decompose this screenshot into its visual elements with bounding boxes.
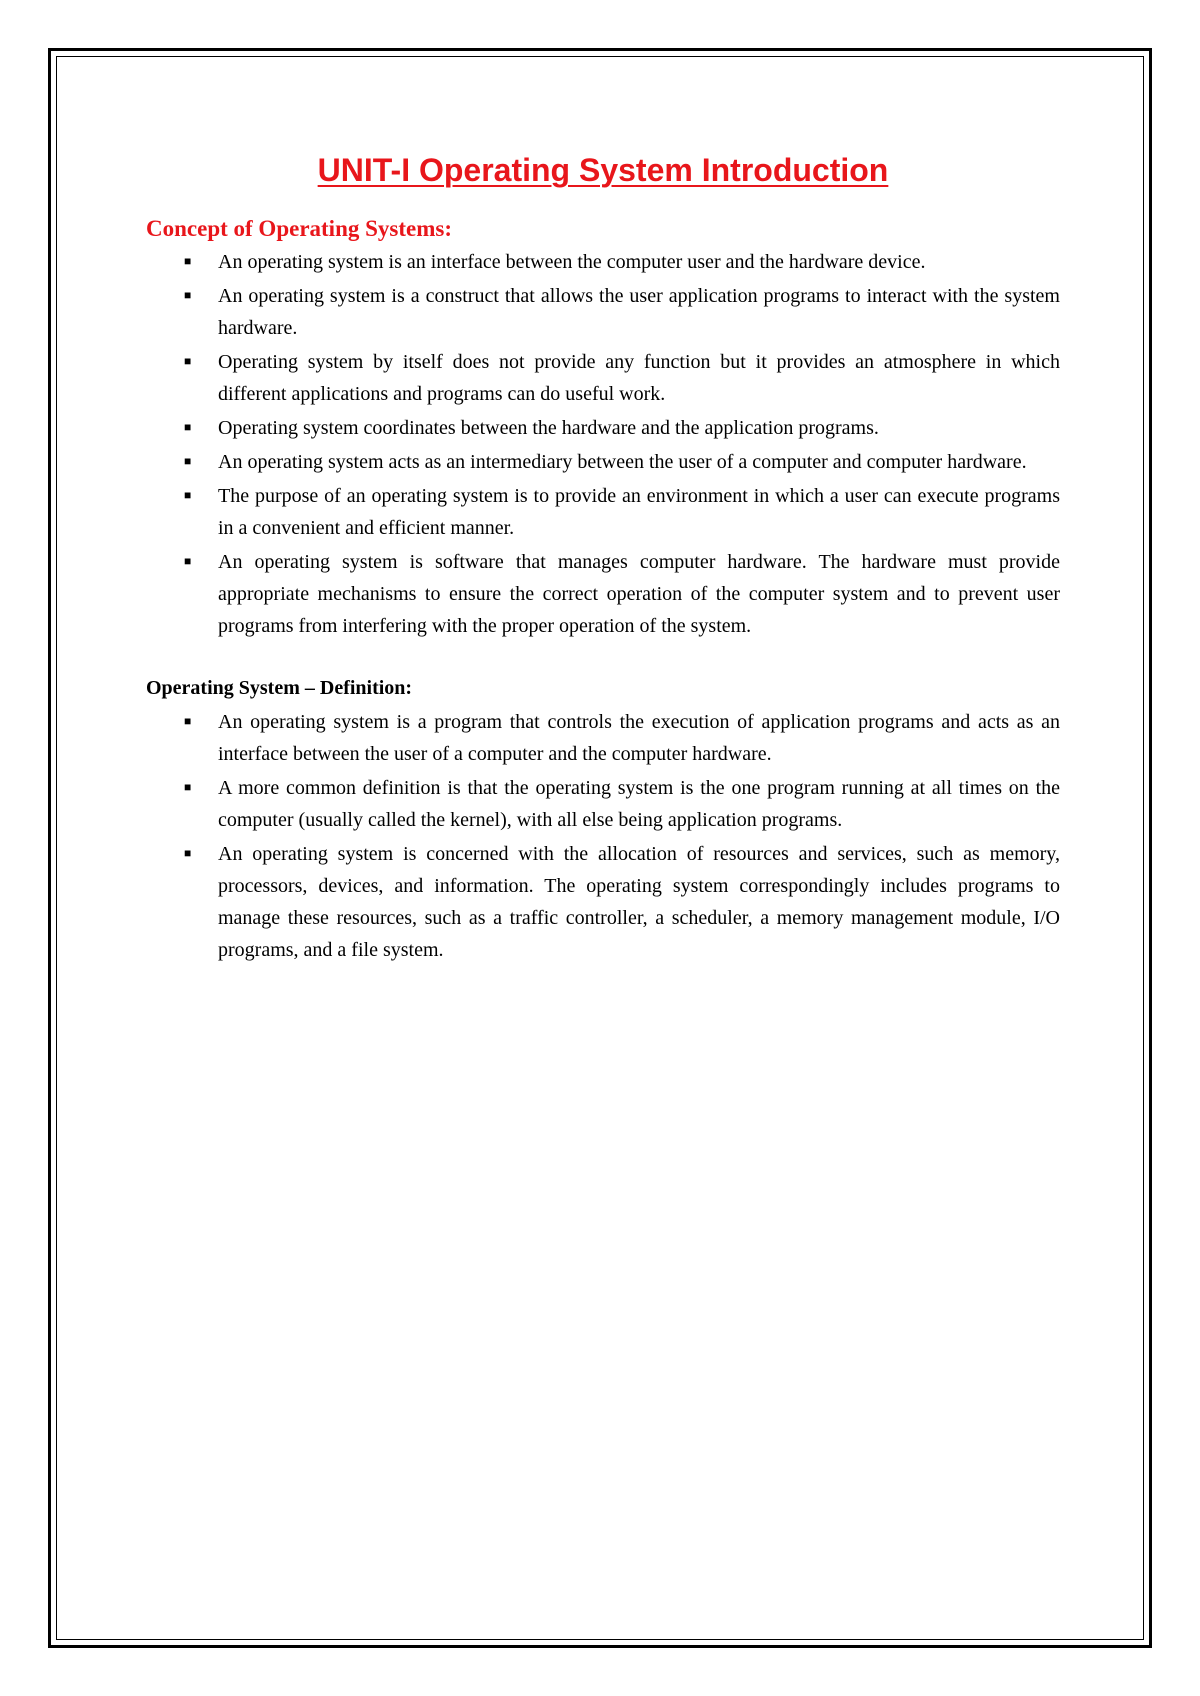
- page-title: UNIT-I Operating System Introduction: [317, 152, 889, 188]
- section-spacer: [146, 644, 1060, 674]
- concept-bullet-list: [146, 246, 1060, 642]
- square-bullet-icon: ■: [184, 780, 192, 794]
- list-item-text: An operating system acts as an intermediary between the user of a computer and computer hardware.: [218, 451, 1027, 473]
- square-bullet-icon: ■: [184, 420, 192, 434]
- list-item-text: Operating system by itself does not provide any function but it provides an atmosphere in which different applications and programs can do useful work.: [218, 351, 1060, 405]
- list-item: [184, 546, 1060, 642]
- square-bullet-icon: ■: [184, 846, 192, 860]
- square-bullet-icon: ■: [184, 288, 192, 302]
- list-item: [184, 346, 1060, 410]
- document-content: [146, 148, 1060, 968]
- square-bullet-icon: ■: [184, 488, 192, 502]
- list-item: [184, 446, 1060, 478]
- list-item: [184, 838, 1060, 966]
- list-item-text: A more common definition is that the operating system is the one program running at all times on the computer (usually called the kernel), with all else being application programs.: [218, 777, 1060, 831]
- list-item-text: An operating system is a program that controls the execution of application programs and acts as an interface between the user of a computer and the computer hardware.: [218, 711, 1060, 765]
- square-bullet-icon: ■: [184, 254, 192, 268]
- section-heading-definition: Operating System – Definition:: [146, 677, 413, 699]
- list-item-text: An operating system is concerned with the allocation of resources and services, such as memory, processors, devices, and information. The operating system correspondingly includes programs to manage these resources, such as a traffic controller, a scheduler, a memory management module, I/O programs, and a file system.: [218, 843, 1060, 961]
- list-item: [184, 706, 1060, 770]
- section-heading-concept: Concept of Operating Systems:: [146, 216, 452, 241]
- list-item-text: An operating system is a construct that allows the user application programs to interact with the system hardware.: [218, 285, 1060, 339]
- square-bullet-icon: ■: [184, 554, 192, 568]
- list-item-text: An operating system is software that manages computer hardware. The hardware must provide appropriate mechanisms to ensure the correct operation of the computer system and to prevent user programs from interfering with the proper operation of the system.: [218, 551, 1060, 637]
- list-item: [184, 480, 1060, 544]
- definition-bullet-list: [146, 706, 1060, 966]
- list-item: [184, 246, 1060, 278]
- square-bullet-icon: ■: [184, 354, 192, 368]
- list-item-text: The purpose of an operating system is to provide an environment in which a user can execute programs in a convenient and efficient manner.: [218, 485, 1060, 539]
- square-bullet-icon: ■: [184, 714, 192, 728]
- list-item: [184, 772, 1060, 836]
- list-item-text: Operating system coordinates between the hardware and the application programs.: [218, 417, 879, 439]
- list-item-text: An operating system is an interface between the computer user and the hardware device.: [218, 251, 926, 273]
- square-bullet-icon: ■: [184, 454, 192, 468]
- list-item: [184, 280, 1060, 344]
- list-item: [184, 412, 1060, 444]
